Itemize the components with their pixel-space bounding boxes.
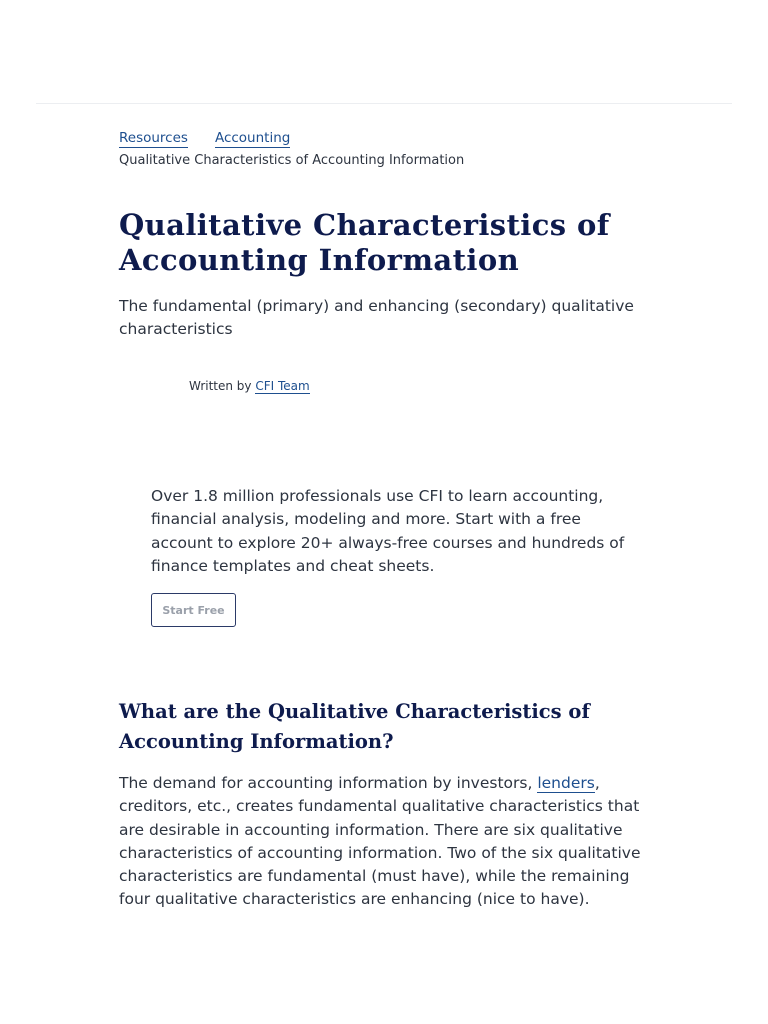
breadcrumb-link-resources[interactable]: Resources [119, 130, 188, 146]
section-paragraph [119, 772, 649, 912]
breadcrumb [119, 130, 679, 171]
start-free-button[interactable]: Start Free [151, 593, 236, 627]
paragraph-text-end: , creditors, etc., creates fundamental qualitative characteristics that are desirable in accounting information. There are six qualitative characteristics of accounting information. Two of the six qualitative characteristics are fundamental (must have), while the remaining four qualitative characteristics are enhancing (nice to have). [119, 774, 641, 909]
lenders-link[interactable]: lenders [537, 774, 595, 792]
page-title: Qualitative Characteristics of Accounting Information [119, 208, 610, 277]
breadcrumb-links [119, 130, 679, 148]
author-prefix: Written by [189, 379, 252, 393]
author-byline [189, 378, 310, 395]
author-link[interactable]: CFI Team [255, 379, 310, 393]
promo-text: Over 1.8 million professionals use CFI to learn accounting, financial analysis, modeling and more. Start with a free account to explore 20+ always-free courses and hundreds of finance templates and cheat sheets. [151, 487, 625, 575]
article-subtitle: The fundamental (primary) and enhancing (secondary) qualitative characteristics [119, 297, 634, 338]
breadcrumb-current-page: Qualitative Characteristics of Accounting Information [119, 153, 465, 168]
site-header [0, 0, 768, 103]
breadcrumb-link-accounting[interactable]: Accounting [214, 130, 291, 146]
section-heading: What are the Qualitative Characteristics of Accounting Information? [119, 700, 590, 753]
header-divider [36, 103, 732, 104]
paragraph-text-start: The demand for accounting information by investors, [119, 774, 538, 792]
